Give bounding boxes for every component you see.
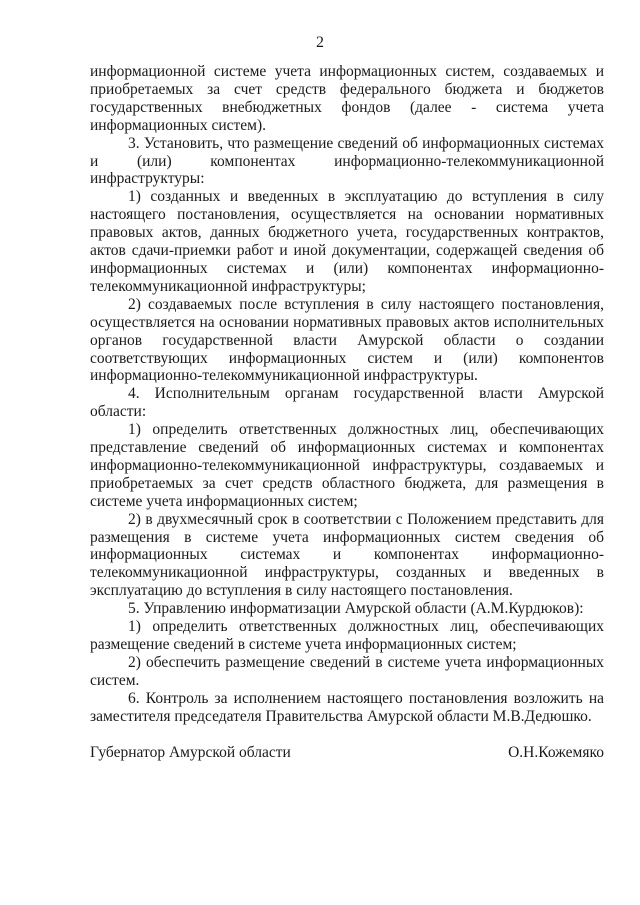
signature-block	[90, 744, 604, 762]
paragraph-item-3-1: 1) созданных и введенных в эксплуатацию до вступления в силу настоящего постановления, осуществляется на основании нормативных правовых актов, данных бюджетного учета, государственных контрактов, актов сдачи-приемки работ и иной документации, содержащей сведения об информационных системах и (или) компонентах информационно-телекоммуникационной инфраструктуры;	[90, 188, 604, 295]
paragraph-item-5: 5. Управлению информатизации Амурской области (А.М.Курдюков):	[128, 600, 584, 618]
paragraph-item-5-1: 1) определить ответственных должностных лиц, обеспечивающих размещение сведений в системе учета информационных систем;	[90, 618, 604, 653]
paragraph-continuation: информационной системе учета информационных систем, создаваемых и приобретаемых за счет средств федерального бюджета и бюджетов государственных внебюджетных фондов (далее - система учета информационных систем).	[90, 63, 604, 134]
page-number: 2	[316, 34, 324, 51]
paragraph-item-4-2: 2) в двухмесячный срок в соответствии с Положением представить для размещения в системе учета информационных систем сведения об информационных системах и компонентах информационно-телекоммуникационной инфраструктуры, созданных и введенных в эксплуатацию до вступления в силу настоящего постановления.	[90, 510, 604, 600]
paragraph-item-6: 6. Контроль за исполнением настоящего постановления возложить на заместителя председателя Правительства Амурской области М.В.Дедюшко.	[90, 689, 604, 725]
document-body	[90, 63, 604, 726]
paragraph-item-3: 3. Установить, что размещение сведений об информационных системах и (или) компонентах информационно-телекоммуникационной инфраструктуры:	[90, 134, 604, 188]
paragraph-item-4-1: 1) определить ответственных должностных лиц, обеспечивающих представление сведений об информационных системах и компонентах информационно-телекоммуникационной инфраструктуры, создаваемых и приобретаемых за счет средств областного бюджета, для размещения в системе учета информационных систем;	[90, 421, 604, 510]
signatory-position: Губернатор Амурской области	[90, 744, 291, 761]
paragraph-item-3-2: 2) создаваемых после вступления в силу настоящего постановления, осуществляется на основании нормативных правовых актов исполнительных органов государственной власти Амурской области о создании соответствующих информационных систем и (или) компонентов информационно-телекоммуникационной инфраструктуры.	[90, 295, 604, 385]
paragraph-item-4: 4. Исполнительным органам государственной власти Амурской области:	[90, 385, 604, 421]
signatory-name: О.Н.Кожемяко	[508, 744, 604, 761]
paragraph-item-5-2: 2) обеспечить размещение сведений в системе учета информационных систем.	[90, 653, 604, 689]
